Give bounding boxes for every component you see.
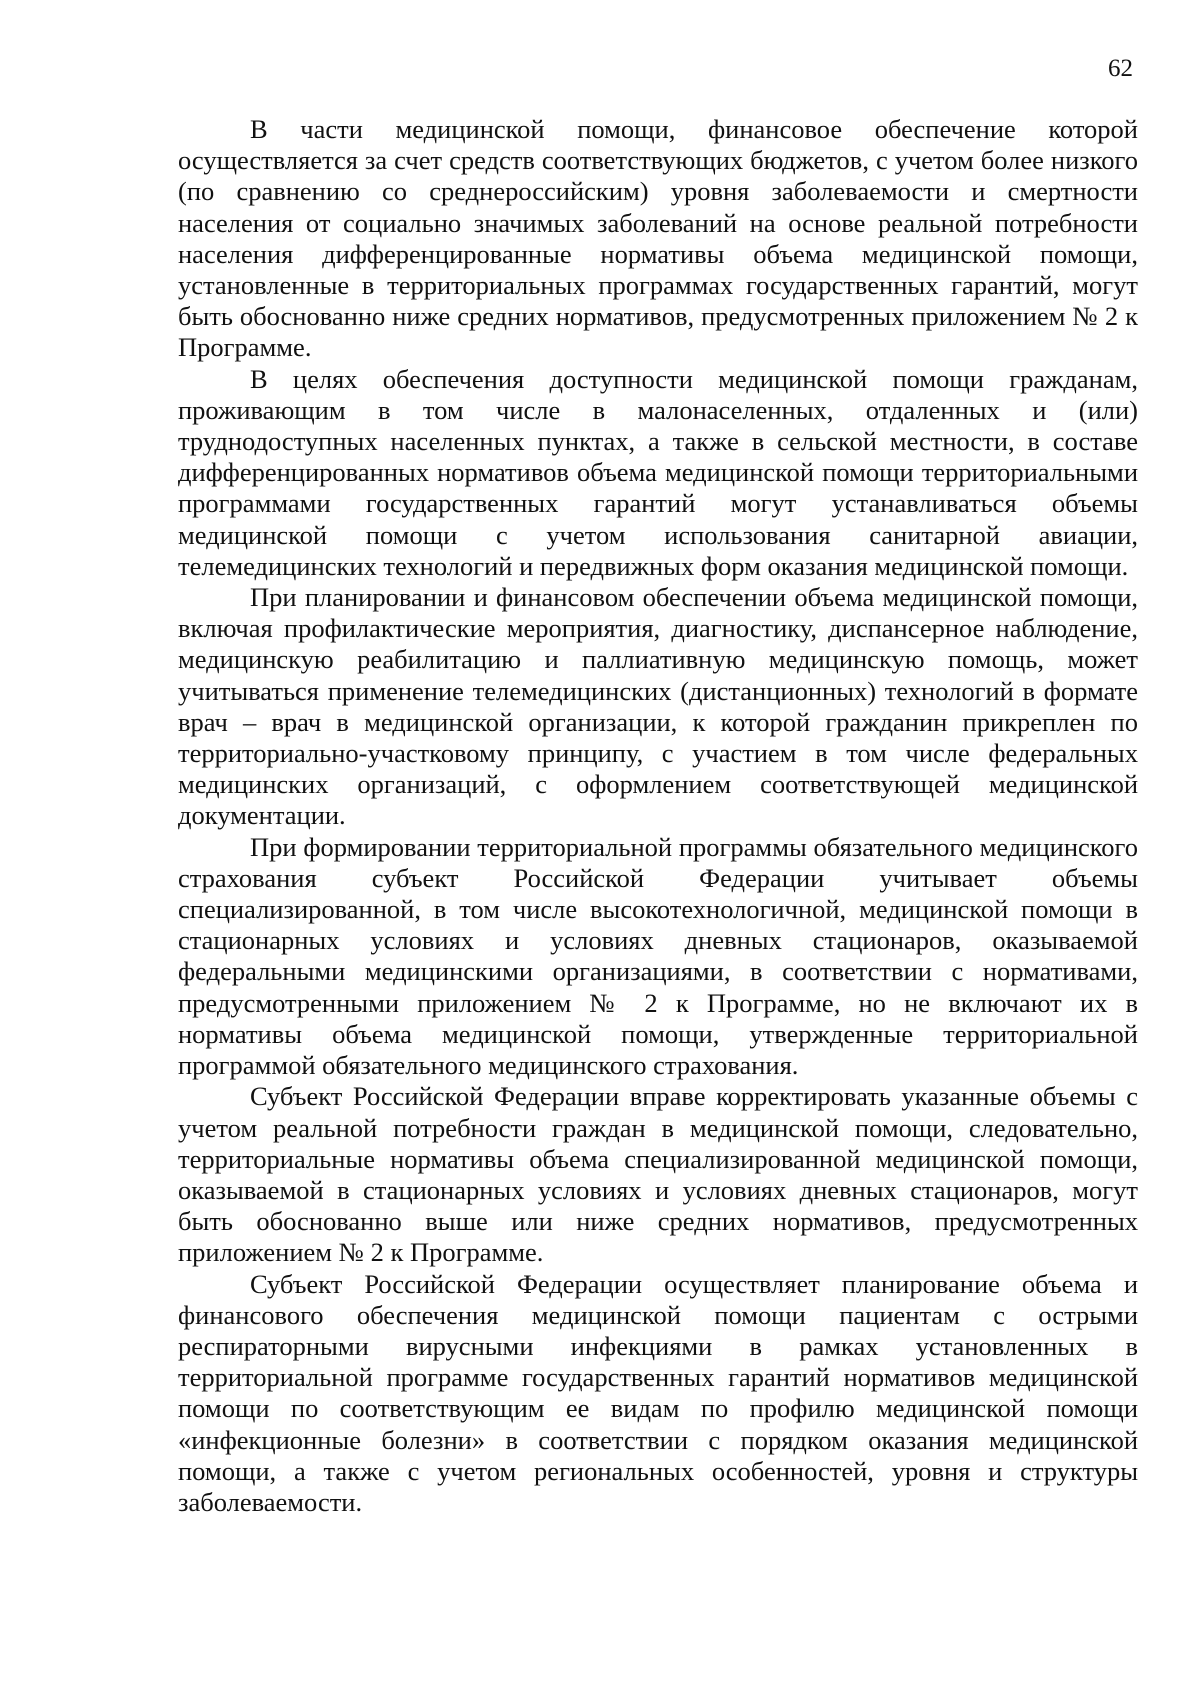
paragraph-respiratory-infections: Субъект Российской Федерации осуществляет планирование объема и финансового обеспечения медицинской помощи пациентам с острыми респираторными вирусными инфекциями в рамках установленных в территориальной программе государственных гарантий нормативов медицинской помощи по соответствующим ее видам по профилю медицинской помощи «инфекционные болезни» в соответствии с порядком оказания медицинской помощи, а также с учетом региональных особенностей, уровня и структуры заболеваемости. — [178, 1268, 1138, 1517]
paragraph-volume-adjustment: Субъект Российской Федерации вправе корректировать указанные объемы с учетом реальной потребности граждан в медицинской помощи, следовательно, территориальные нормативы объема специализированной медицинской помощи, оказываемой в стационарных условиях и условиях дневных стационаров, могут быть обоснованно выше или ниже средних нормативов, предусмотренных приложением № 2 к Программе. — [178, 1081, 1138, 1268]
page-number: 62 — [1108, 55, 1133, 82]
document-body — [178, 114, 1138, 1518]
paragraph-budget-funding: В части медицинской помощи, финансовое обеспечение которой осуществляется за счет средств соответствующих бюджетов, с учетом более низкого (по сравнению со среднероссийским) уровня заболеваемости и смертности населения от социально значимых заболеваний на основе реальной потребности населения дифференцированные нормативы объема медицинской помощи, установленные в территориальных программах государственных гарантий, могут быть обоснованно ниже средних нормативов, предусмотренных приложением № 2 к Программе. — [178, 114, 1138, 363]
paragraph-telemedicine-planning: При планировании и финансовом обеспечении объема медицинской помощи, включая профилактические мероприятия, диагностику, диспансерное наблюдение, медицинскую реабилитацию и паллиативную медицинскую помощь, может учитываться применение телемедицинских (дистанционных) технологий в формате врач – врач в медицинской организации, к которой гражданин прикреплен по территориально-участковому принципу, с участием в том числе федеральных медицинских организаций, с оформлением соответствующей медицинской документации. — [178, 582, 1138, 831]
paragraph-remote-areas-access: В целях обеспечения доступности медицинской помощи гражданам, проживающим в том числе в малонаселенных, отдаленных и (или) труднодоступных населенных пунктах, а также в сельской местности, в составе дифференцированных нормативов объема медицинской помощи территориальными программами государственных гарантий могут устанавливаться объемы медицинской помощи с учетом использования санитарной авиации, телемедицинских технологий и передвижных форм оказания медицинской помощи. — [178, 363, 1138, 581]
paragraph-compulsory-insurance-program: При формировании территориальной программы обязательного медицинского страхования субъект Российской Федерации учитывает объемы специализированной, в том числе высокотехнологичной, медицинской помощи в стационарных условиях и условиях дневных стационаров, оказываемой федеральными медицинскими организациями, в соответствии с нормативами, предусмотренными приложением № 2 к Программе, но не включают их в нормативы объема медицинской помощи, утвержденные территориальной программой обязательного медицинского страхования. — [178, 831, 1138, 1081]
